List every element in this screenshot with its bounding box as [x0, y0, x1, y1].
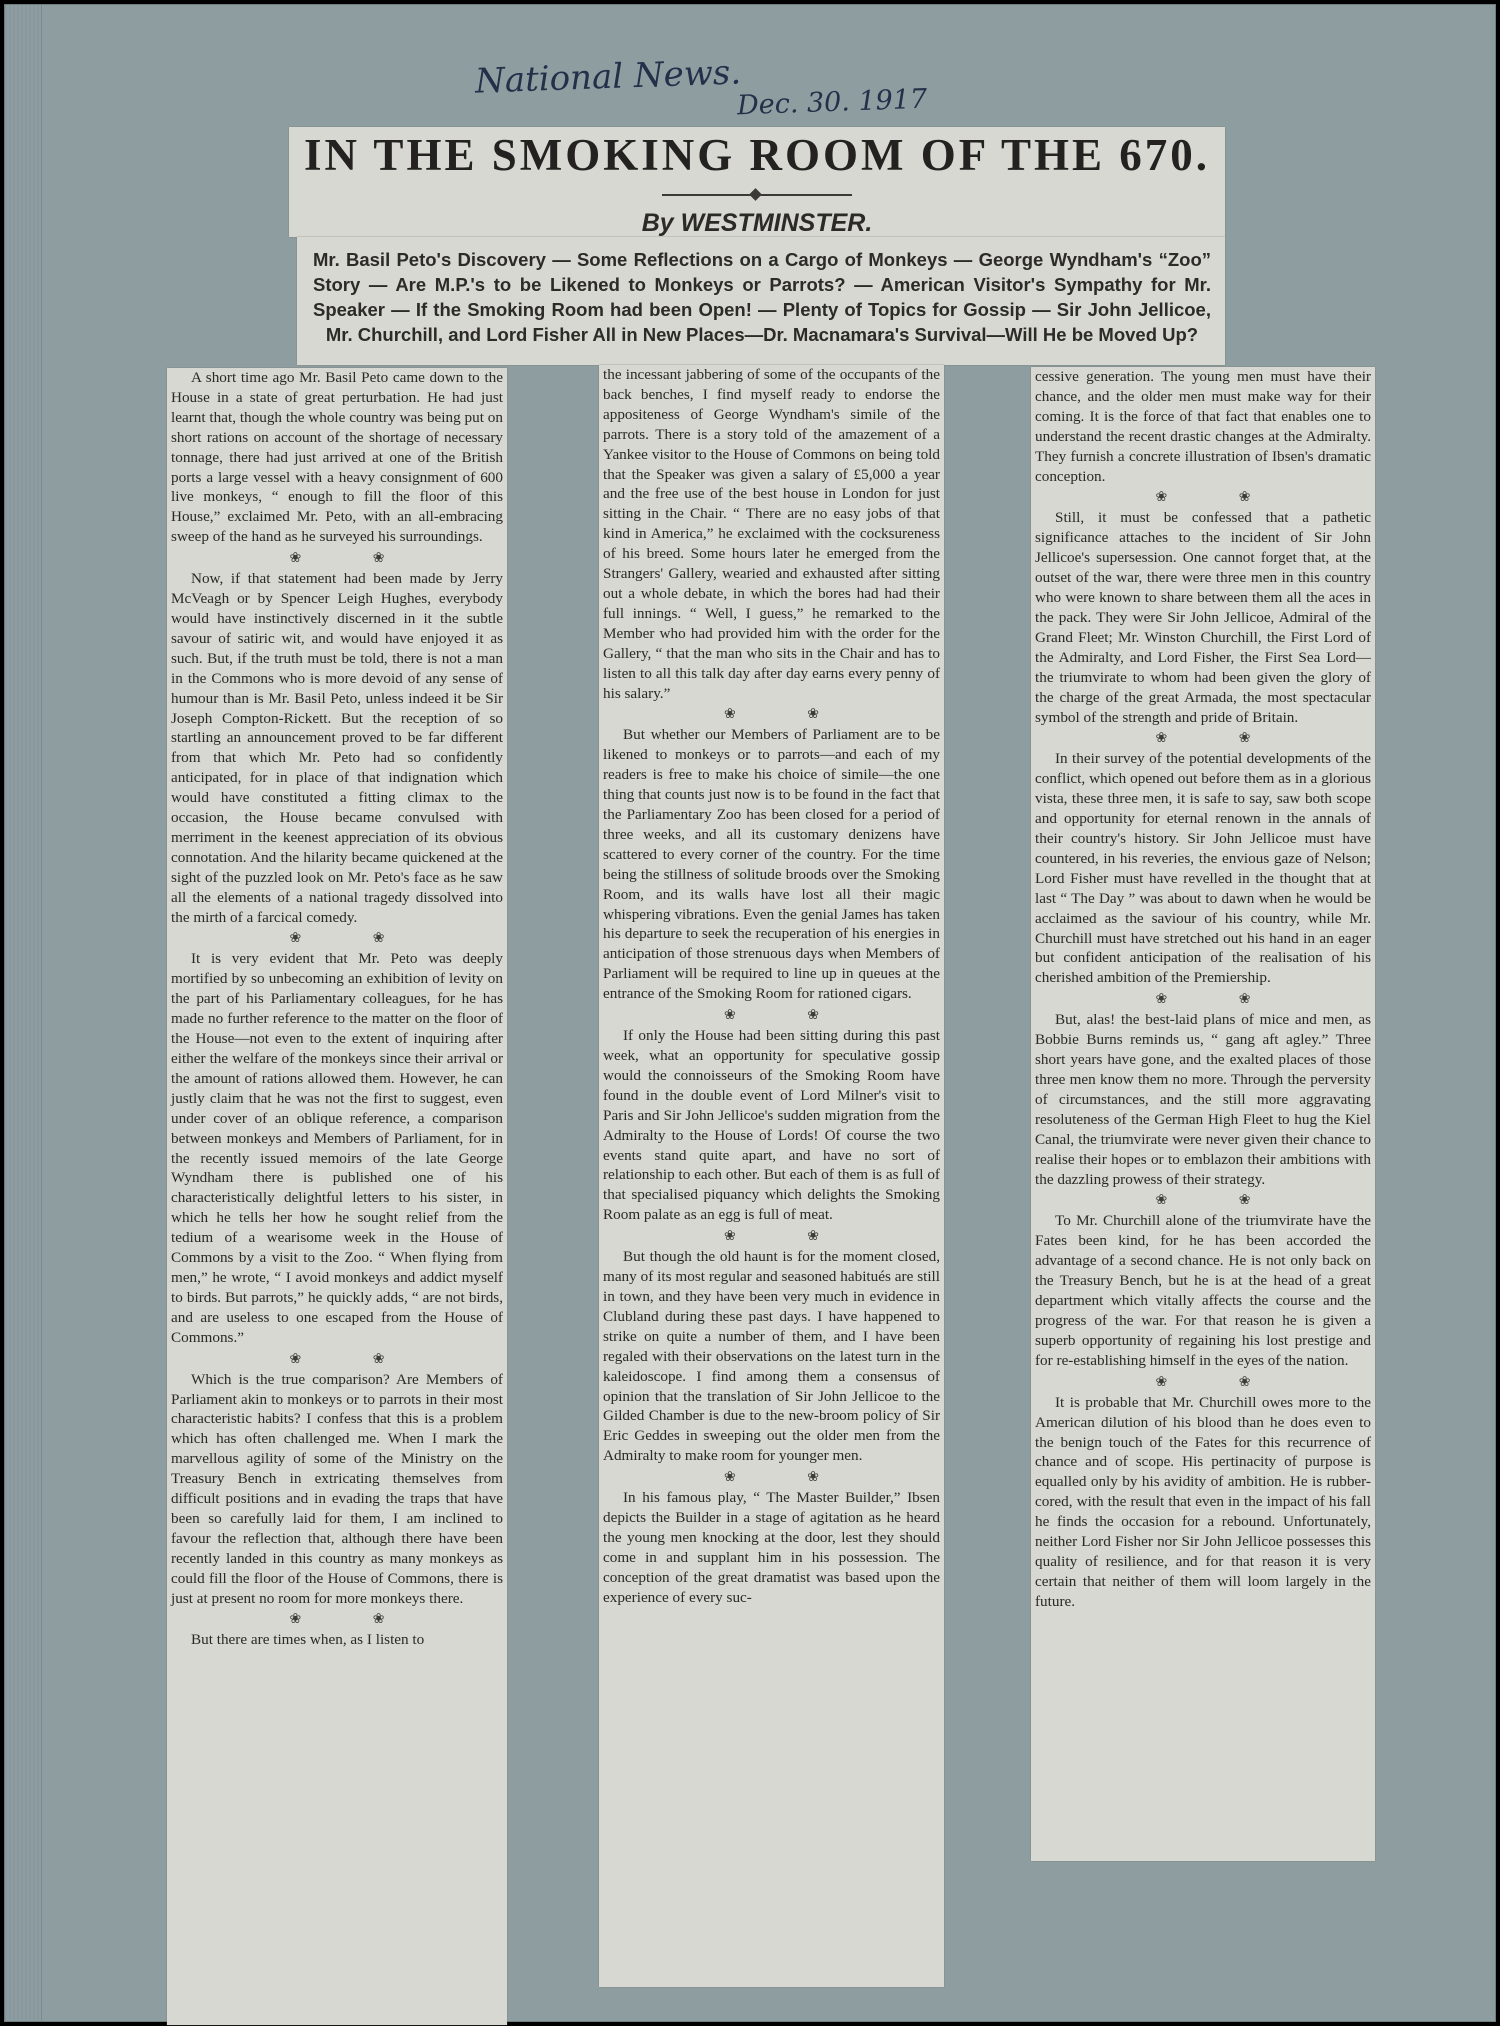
article-paragraph: But, alas! the best-laid plans of mice and men, as Bobbie Burns reminds us, “ gang aft agley.” Three short years have gone, and the exalted places of those three men know them no more. Through the perversity of circumstances, and the still more aggravating resoluteness of the German High Fleet to hug the Kiel Canal, the triumvirate were never given their chance to realise their hopes or to emblazon their ambitions with the dazzling prowess of their strategy. — [1035, 1011, 1371, 1188]
summary-clipping — [297, 237, 1225, 365]
article-paragraph: In their survey of the potential developments of the conflict, which opened out before them as in a glorious vista, these three men, it is safe to say, saw both scope and opportunity for eternal renown in the annals of their country's history. Sir John Jellicoe must have countered, in his reveries, the envious gaze of Nelson; Lord Fisher must have revelled in the thought that at last “ The Day ” was about to dawn when he would be acclaimed as the saviour of his country, while Mr. Churchill must have stretched out his hand in an eager but confident anticipation of the realisation of his cherished ambition of the Premiership. — [1035, 750, 1371, 987]
diamond-icon — [749, 188, 762, 201]
section-ornament-icon: ❀ ❀ — [1155, 490, 1285, 506]
article-column-2 — [599, 365, 944, 1987]
article-headline: IN THE SMOKING ROOM OF THE 670. — [303, 130, 1210, 180]
headline-clipping — [289, 127, 1225, 237]
section-ornament-icon: ❀ ❀ — [289, 1612, 419, 1628]
headline-rule — [662, 187, 852, 203]
column-text — [1035, 367, 1371, 1612]
article-paragraph: But though the old haunt is for the moment closed, many of its most regular and seasoned habitués are still in town, and they have been very much in evidence in Clubland during these past days. I have happened to strike on quite a number of them, and I have been regaled with their observations on the latest turn in the kaleidoscope. I find among them a consensus of opinion that the translation of Sir John Jellicoe to the Gilded Chamber is due to the new-broom policy of Sir Eric Geddes in sweeping out the older men from the Admiralty to make room for younger men. — [603, 1248, 940, 1465]
article-paragraph: cessive generation. The young men must have their chance, and the older men must make way for their coming. It is the force of that fact that enables one to understand the recent drastic changes at the Admiralty. They furnish a concrete illustration of Ibsen's dramatic conception. — [1035, 368, 1371, 485]
article-paragraph: To Mr. Churchill alone of the triumvirate have the Fates been kind, for he has been accorded the advantage of a second chance. He is not only back on the Treasury Bench, but he is at the head of a great department which vitally affects the course and the progress of the war. For that reason he is given a superb opportunity of regaining his lost prestige and for re-establishing himself in the eyes of the nation. — [1035, 1212, 1371, 1369]
article-column-1 — [167, 368, 507, 2025]
article-paragraph: the incessant jabbering of some of the occupants of the back benches, I find myself ready to endorse the appositeness of George Wyndham's simile of the parrots. There is a story told of the amazement of a Yankee visitor to the House of Commons on being told that the Speaker was given a salary of £5,000 a year and the free use of the best house in London for just sitting in the Chair. “ There are no easy jobs of that kind in America,” he exclaimed with the cocksureness of his breed. Some hours later he emerged from the Strangers' Gallery, wearied and exhausted after sitting out a whole debate, in which the bores had had their full innings. “ Well, I guess,” he remarked to the Member who had provided him with the order for the Gallery, “ that the man who sits in the Chair and has to listen to all this talk day after day earns every penny of his salary.” — [603, 366, 940, 702]
article-paragraph: In his famous play, “ The Master Builder,” Ibsen depicts the Builder in a stage of agitation as he heard the young men knocking at the door, lest they should come in and supplant him in his possession. The conception of the great dramatist was based upon the experience of every suc- — [603, 1489, 940, 1606]
section-ornament-icon: ❀ ❀ — [1155, 1374, 1285, 1390]
handwritten-source-note: National News. — [474, 52, 742, 102]
handwritten-date-note: Dec. 30. 1917 — [736, 83, 928, 122]
section-ornament-icon: ❀ ❀ — [289, 1351, 419, 1367]
column-text — [603, 365, 940, 1608]
section-ornament-icon: ❀ ❀ — [724, 707, 853, 723]
section-ornament-icon: ❀ ❀ — [289, 551, 419, 567]
section-ornament-icon: ❀ ❀ — [1155, 731, 1285, 747]
article-summary: Mr. Basil Peto's Discovery — Some Reflections on a Cargo of Monkeys — George Wyndham's “Zoo” Story — Are M.P.'s to be Likened to Monkeys or Parrots? — American Visitor's Sympathy for Mr. Speaker — If the Smoking Room had been Open! — Plenty of Topics for Gossip — Sir John Jellicoe, Mr. Churchill, and Lord Fisher All in New Places—Dr. Macnamara's Survival—Will He be Moved Up? — [313, 249, 1211, 345]
article-paragraph: It is probable that Mr. Churchill owes more to the American dilution of his blood than he does even to the benign touch of the Fates for this recurrence of chance and of scope. His pertinacity of purpose is equalled only by his avidity of ambition. He is rubber-cored, with the result that even in the impact of his fall he finds the occasion for a rebound. Unfortunately, neither Lord Fisher nor Sir John Jellicoe possesses this quality of resilience, and for that reason it is very certain that neither of them will loom largely in the future. — [1035, 1393, 1371, 1610]
article-paragraph: Now, if that statement had been made by Jerry McVeagh or by Spencer Leigh Hughes, everybody would have instinctively discerned in it the subtle savour of satiric wit, and would have enjoyed it as such. But, if the truth must be told, there is not a man in the Commons who is more devoid of any sense of humour than is Mr. Basil Peto, unless indeed it be Sir Joseph Compton-Rickett. But the reception of so startling an announcement proved to be far different from that which Mr. Peto had so confidently anticipated, for in place of that indignation which would have constituted a fitting climax to the occasion, the House became convulsed with merriment in the keenest appreciation of its obvious connotation. And the hilarity became quickened at the sight of the puzzled look on Mr. Peto's face as he saw all the elements of a national tragedy dissolved into the mirth of a farcical comedy. — [171, 570, 503, 926]
article-paragraph: Which is the true comparison? Are Members of Parliament akin to monkeys or to parrots in their most characteristic habits? I confess that this is a problem which has often challenged me. When I mark the marvellous agility of some of the Ministry on the Treasury Bench in extricating themselves from difficult positions and in evading the traps that have been so carefully laid for them, I am inclined to favour the reflection that, although there have been recently landed in this country as many monkeys as could fill the floor of the House of Commons, there is just at present no room for more monkeys there. — [171, 1370, 503, 1607]
scrapbook-page — [4, 4, 1496, 2022]
article-byline: By WESTMINSTER. — [641, 209, 873, 237]
section-ornament-icon: ❀ ❀ — [724, 1470, 853, 1486]
section-ornament-icon: ❀ ❀ — [724, 1229, 853, 1245]
article-paragraph: If only the House had been sitting during this past week, what an opportunity for speculative gossip would the connoisseurs of the Smoking Room have found in the double event of Lord Milner's visit to Paris and Sir John Jellicoe's sudden migration from the Admiralty to the House of Lords! Of course the two events stand quite apart, and have no sort of relationship to each other. But each of them is as full of that specialised piquancy which delights the Smoking Room palate as an egg is full of meat. — [603, 1027, 940, 1224]
article-paragraph: But whether our Members of Parliament are to be likened to monkeys or to parrots—and each of my readers is free to make his choice of simile—the one thing that counts just now is to be found in the fact that the Parliamentary Zoo has been closed for a period of three weeks, and all its customary denizens have scattered to every corner of the country. For the time being the stillness of solitude broods over the Smoking Room, and its walls have lost all their magic whispering vibrations. Even the genial James has taken his departure to seek the recuperation of his energies in anticipation of those strenuous days when Members of Parliament will be required to line up in queues at the entrance of the Smoking Room for rationed cigars. — [603, 726, 940, 1003]
section-ornament-icon: ❀ ❀ — [1155, 1193, 1285, 1209]
article-paragraph: But there are times when, as I listen to — [191, 1631, 425, 1649]
article-paragraph: Still, it must be confessed that a pathetic significance attaches to the incident of Sir John Jellicoe's supersession. One cannot forget that, at the outset of the war, there were three men in this country who were known to share between them all the aces in the pack. They were Sir John Jellicoe, Admiral of the Grand Fleet; Mr. Winston Churchill, the First Lord of the Admiralty, and Lord Fisher, the First Sea Lord—the triumvirate to whom had been given the glory of the charge of the great Armada, the most spectacular symbol of the strength and pride of Britain. — [1035, 509, 1371, 726]
column-text — [171, 368, 503, 1650]
article-column-3 — [1031, 367, 1375, 1861]
section-ornament-icon: ❀ ❀ — [1155, 992, 1285, 1008]
binding-strip — [5, 5, 42, 2021]
article-paragraph: It is very evident that Mr. Peto was deeply mortified by so unbecoming an exhibition of levity on the part of his Parliamentary colleagues, for he has made no further reference to the matter on the floor of the House—not even to the extent of inquiring after either the welfare of the monkeys since their arrival or the amount of rations allowed them. However, he can justly claim that he was not the first to suggest, even under cover of an oblique reference, a comparison between monkeys and Members of Parliament, for in the recently issued memoirs of the late George Wyndham there is published one of his characteristically delightful letters to his sister, in which he tells her how he sought relief from the tedium of a wearisome week in the House of Commons by a visit to the Zoo. “ When flying from men,” he wrote, “ I avoid monkeys and addict myself to birds. But parrots,” he quickly adds, “ are not birds, and are useless to one escaped from the House of Commons.” — [171, 950, 503, 1346]
section-ornament-icon: ❀ ❀ — [289, 931, 419, 947]
article-paragraph: A short time ago Mr. Basil Peto came down to the House in a state of great perturbation. He had just learnt that, though the whole country was being put on short rations on account of the shortage of necessary tonnage, there had just arrived at one of the British ports a large vessel with a heavy consignment of 600 live monkeys, “ enough to fill the floor of this House,” exclaimed Mr. Peto, with an all-embracing sweep of the hand as he surveyed his surroundings. — [171, 369, 503, 546]
section-ornament-icon: ❀ ❀ — [724, 1008, 853, 1024]
